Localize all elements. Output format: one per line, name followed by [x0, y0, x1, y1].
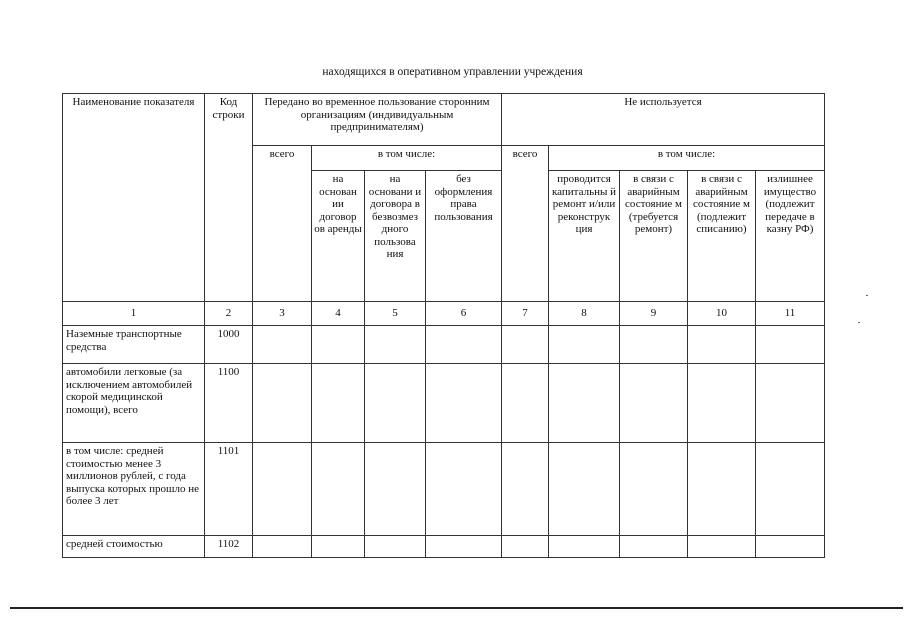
row-name: средней стоимостью [63, 536, 205, 558]
row-name: автомобили легковые (за исключением автомобилей скорой медицинской помощи), всего [63, 364, 205, 443]
data-cell[interactable] [620, 364, 688, 443]
data-cell[interactable] [756, 443, 825, 536]
report-table [62, 93, 825, 558]
header-col6: без оформления права пользования [426, 171, 502, 302]
data-cell[interactable] [502, 326, 549, 364]
column-number: 3 [253, 302, 312, 326]
data-cell[interactable] [253, 443, 312, 536]
data-cell[interactable] [756, 364, 825, 443]
row-name: Наземные транспортные средства [63, 326, 205, 364]
data-cell[interactable] [502, 536, 549, 558]
data-cell[interactable] [620, 443, 688, 536]
column-number: 4 [312, 302, 365, 326]
data-cell[interactable] [756, 536, 825, 558]
row-code: 1102 [205, 536, 253, 558]
column-number: 7 [502, 302, 549, 326]
column-number: 10 [688, 302, 756, 326]
column-numbers-row [63, 302, 825, 326]
header-total-transferred: всего [253, 146, 312, 302]
data-cell[interactable] [549, 443, 620, 536]
header-including-transferred: в том числе: [312, 146, 502, 171]
data-cell[interactable] [253, 536, 312, 558]
data-cell[interactable] [312, 536, 365, 558]
header-col11: излишнее имущество (подлежит передаче в казну РФ) [756, 171, 825, 302]
column-number: 9 [620, 302, 688, 326]
header-not-used: Не используется [502, 94, 825, 146]
header-col10: в связи с аварийным состояние м (подлежит списанию) [688, 171, 756, 302]
data-cell[interactable] [502, 443, 549, 536]
scan-speck [866, 295, 868, 296]
column-number: 5 [365, 302, 426, 326]
data-cell[interactable] [312, 326, 365, 364]
header-code: Код строки [205, 94, 253, 302]
column-number: 1 [63, 302, 205, 326]
data-cell[interactable] [756, 326, 825, 364]
header-transferred: Передано во временное пользование сторонним организациям (индивидуальным предпринимателям) [253, 94, 502, 146]
header-total-not-used: всего [502, 146, 549, 302]
data-cell[interactable] [365, 443, 426, 536]
data-cell[interactable] [426, 326, 502, 364]
data-cell[interactable] [426, 536, 502, 558]
data-cell[interactable] [549, 536, 620, 558]
data-cell[interactable] [365, 536, 426, 558]
data-cell[interactable] [549, 326, 620, 364]
data-cell[interactable] [312, 364, 365, 443]
data-cell[interactable] [253, 364, 312, 443]
data-cell[interactable] [253, 326, 312, 364]
header-including-not-used: в том числе: [549, 146, 825, 171]
table-row [63, 536, 825, 558]
column-number: 6 [426, 302, 502, 326]
data-cell[interactable] [620, 326, 688, 364]
data-cell[interactable] [426, 364, 502, 443]
table-row [63, 443, 825, 536]
data-cell[interactable] [549, 364, 620, 443]
data-cell[interactable] [426, 443, 502, 536]
data-cell[interactable] [365, 364, 426, 443]
header-name: Наименование показателя [63, 94, 205, 302]
page-bottom-rule [10, 607, 903, 609]
data-cell[interactable] [688, 536, 756, 558]
data-cell[interactable] [688, 443, 756, 536]
row-code: 1100 [205, 364, 253, 443]
table-row [63, 364, 825, 443]
data-cell[interactable] [365, 326, 426, 364]
header-col5: на основани и договора в безвозмез дного пользова ния [365, 171, 426, 302]
column-number: 2 [205, 302, 253, 326]
data-cell[interactable] [312, 443, 365, 536]
data-cell[interactable] [502, 364, 549, 443]
row-name: в том числе: средней стоимостью менее 3 миллионов рублей, с года выпуска которых прошло не более 3 лет [63, 443, 205, 536]
data-cell[interactable] [620, 536, 688, 558]
row-code: 1101 [205, 443, 253, 536]
section-heading: находящихся в оперативном управлении учреждения [322, 66, 583, 78]
scan-speck [858, 322, 860, 323]
row-code: 1000 [205, 326, 253, 364]
column-number: 11 [756, 302, 825, 326]
data-cell[interactable] [688, 326, 756, 364]
header-col8: проводится капитальны й ремонт и/или реконструк ция [549, 171, 620, 302]
column-number: 8 [549, 302, 620, 326]
table-row [63, 326, 825, 364]
header-col4: на основан ии договор ов аренды [312, 171, 365, 302]
data-cell[interactable] [688, 364, 756, 443]
header-col9: в связи с аварийным состояние м (требуется ремонт) [620, 171, 688, 302]
